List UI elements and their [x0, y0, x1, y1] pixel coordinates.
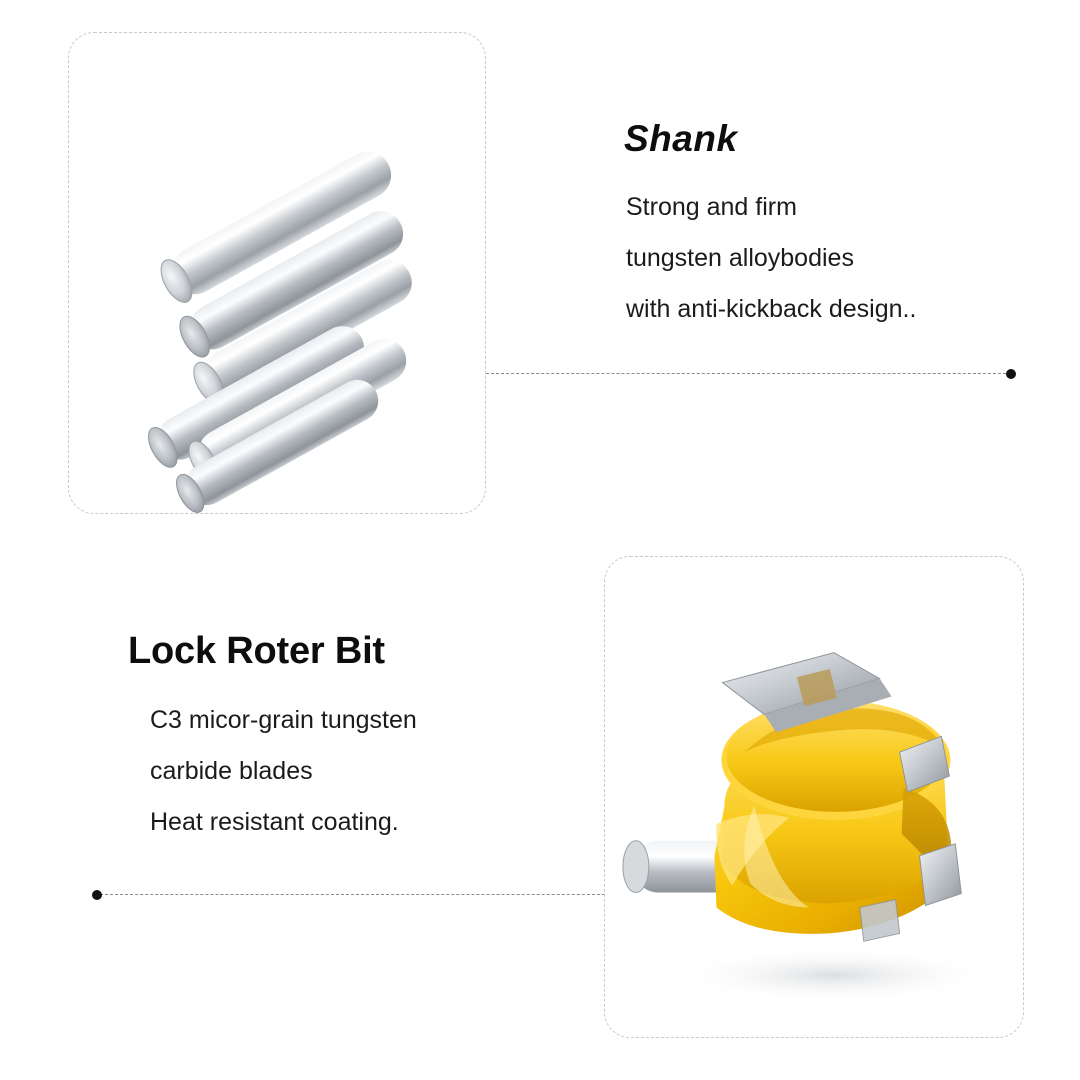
lock-roter-bit-description: [128, 695, 548, 848]
shank-heading: Shank: [624, 118, 738, 159]
lock-roter-bit-connector-dot: [92, 890, 102, 900]
lock-roter-bit-description-line-3: Heat resistant coating.: [150, 808, 399, 836]
shank-description: [624, 182, 1024, 335]
shank-connector: [486, 369, 1016, 379]
lock-roter-bit-heading: Lock Roter Bit: [128, 630, 385, 672]
yellow-lock-miter-router-bit-image: [605, 557, 1023, 1037]
stack-of-steel-shank-rods-image: [69, 33, 485, 513]
shank-connector-dot: [1006, 369, 1016, 379]
shank-description-line-3: with anti-kickback design..: [626, 295, 917, 323]
lock-roter-bit-description-line-2: carbide blades: [150, 757, 313, 785]
shank-feature-text: [624, 118, 1024, 335]
lock-roter-bit-connector: [92, 890, 620, 900]
lock-roter-bit-connector-line: [100, 894, 620, 896]
lock-roter-bit-description-line-1: C3 micor-grain tungsten: [150, 706, 417, 734]
shank-description-line-1: Strong and firm: [626, 193, 797, 221]
shank-description-line-2: tungsten alloybodies: [626, 244, 854, 272]
lock-roter-bit-feature-text: [128, 630, 548, 848]
bit-body: [714, 700, 951, 933]
lock-roter-bit-image-panel: [604, 556, 1024, 1038]
shank-connector-line: [486, 373, 1016, 375]
shank-image-panel: [68, 32, 486, 514]
